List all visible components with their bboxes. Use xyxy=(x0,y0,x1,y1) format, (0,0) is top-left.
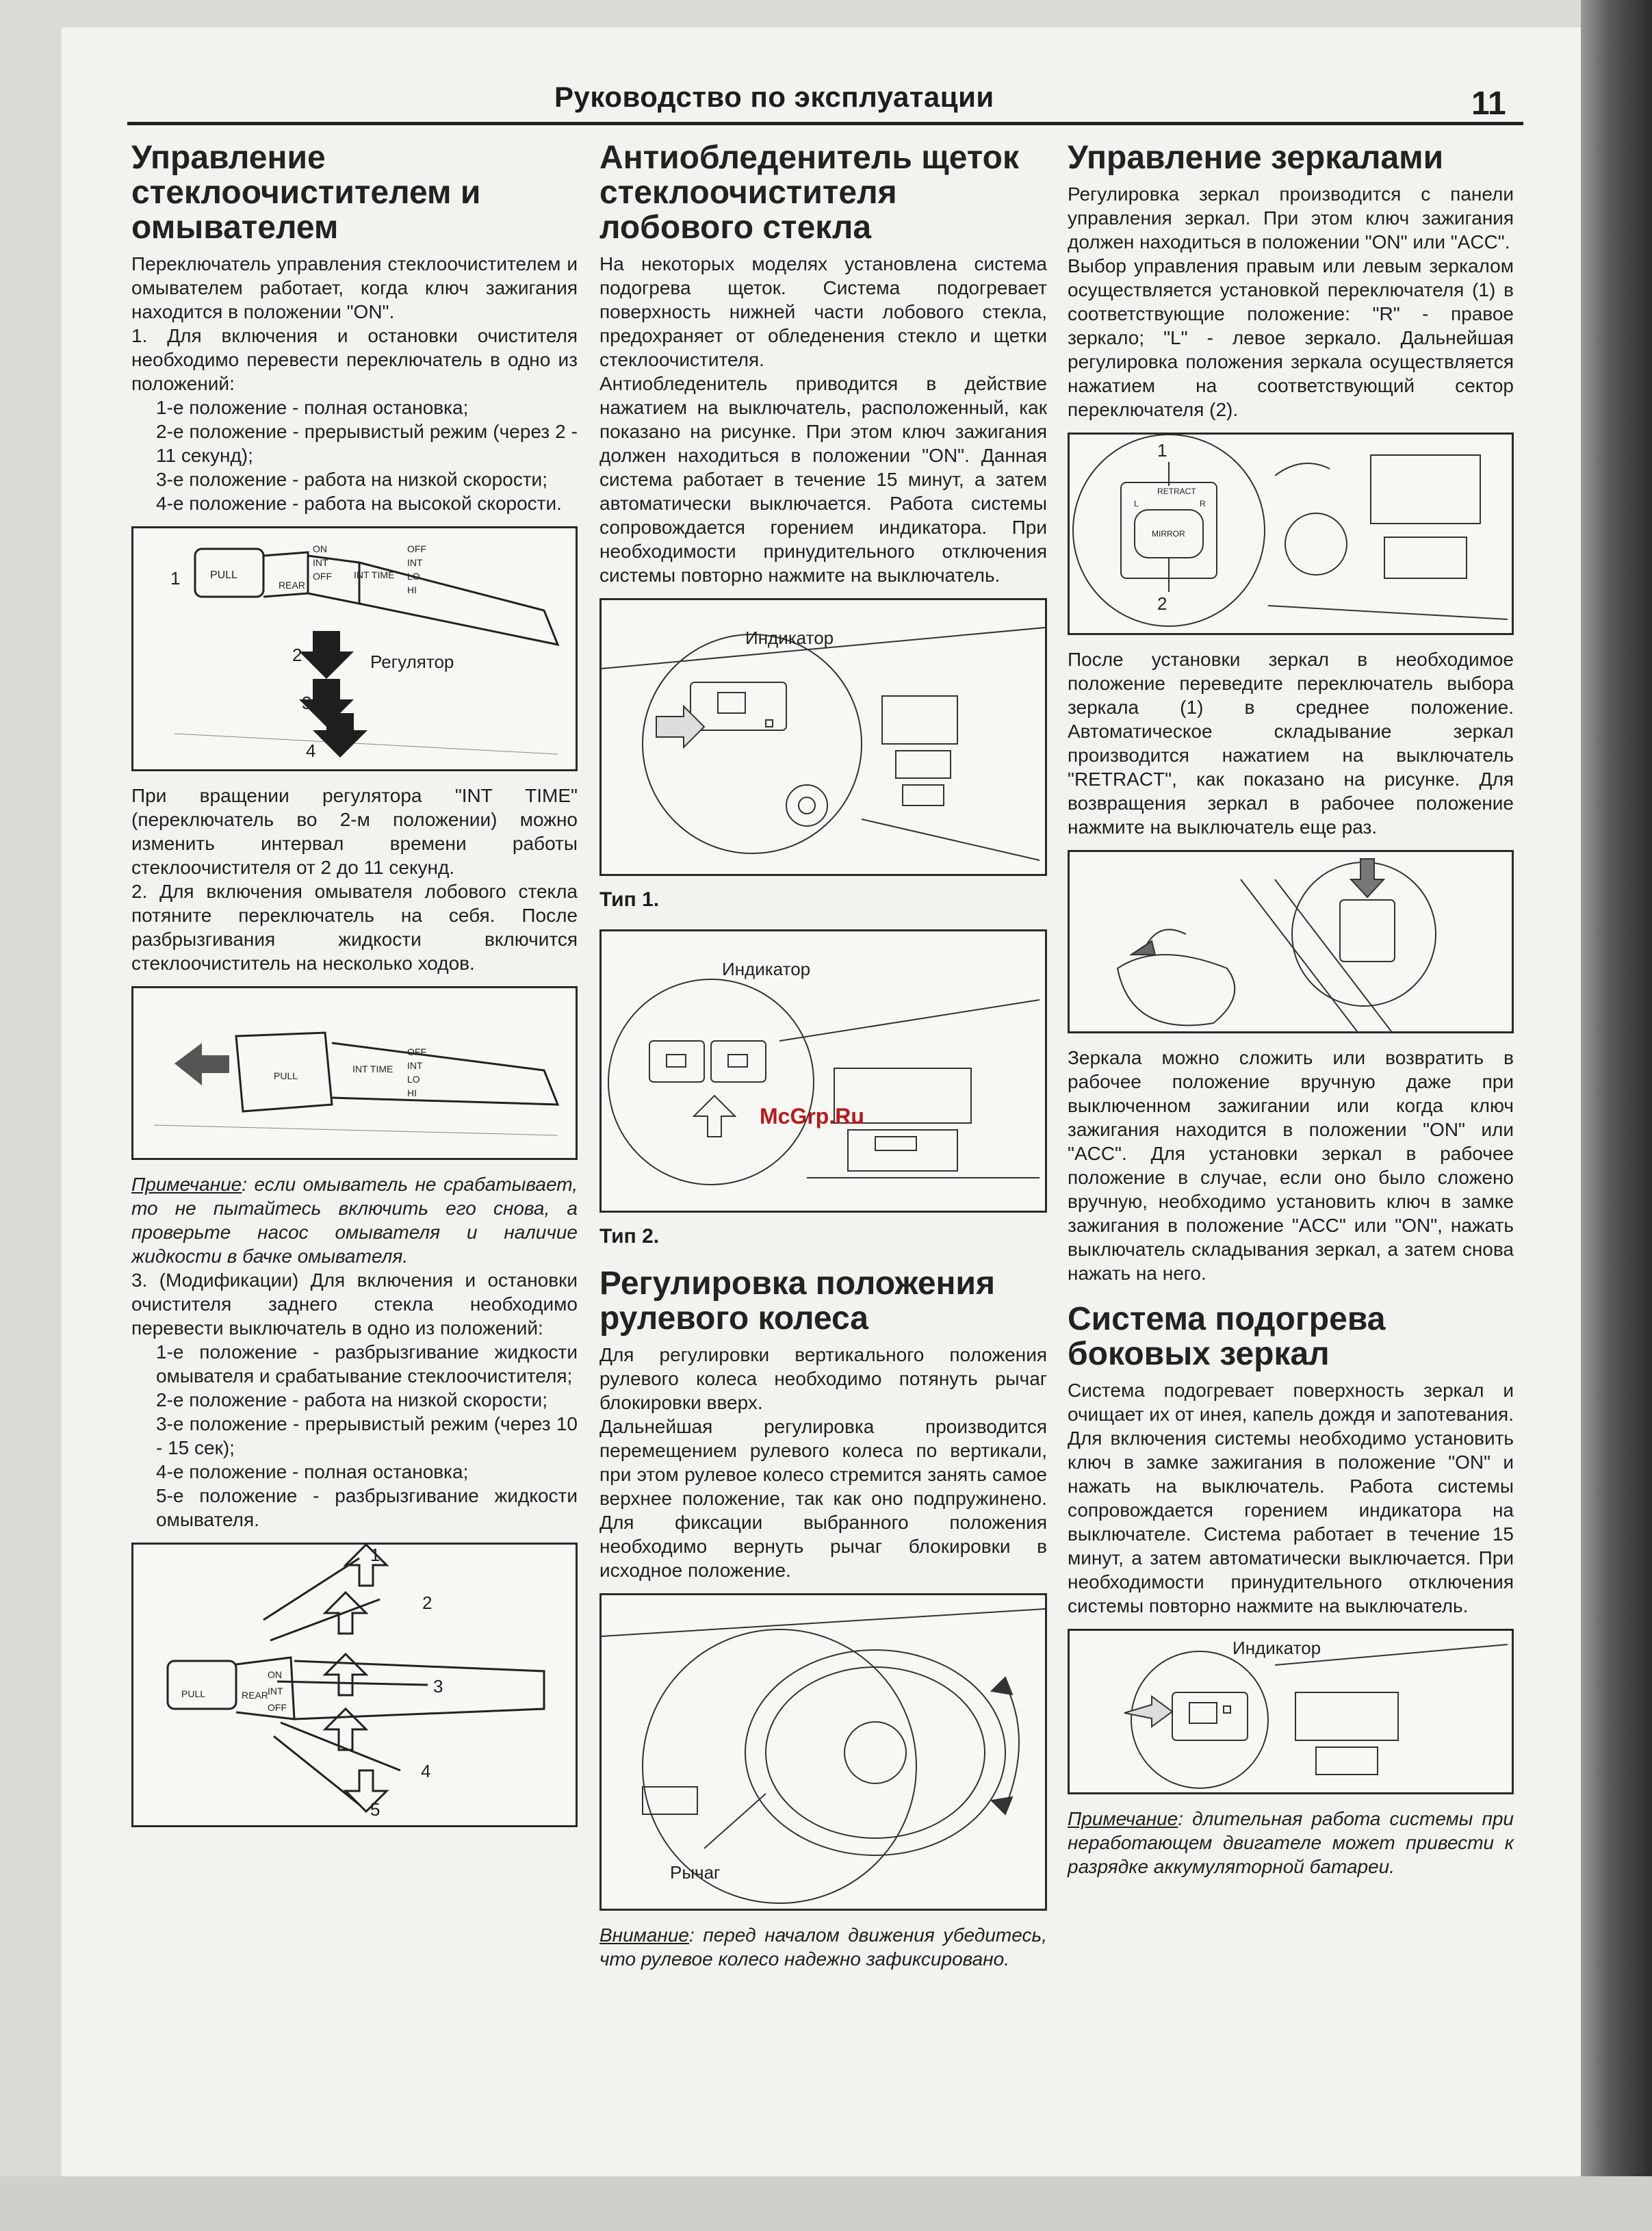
figure-deicer-type1 xyxy=(599,598,1047,876)
switch-label: R xyxy=(1200,499,1206,508)
switch-label: OFF xyxy=(268,1702,287,1713)
switch-label: INT TIME xyxy=(354,569,395,580)
column-1 xyxy=(131,140,578,1840)
note xyxy=(1068,1807,1514,1879)
note-label: Примечание xyxy=(1068,1808,1178,1829)
switch-label: PULL xyxy=(181,1688,206,1699)
paragraph: 3. (Модификации) Для включения и остановки очистителя заднего стекла необходимо перевести выключатель в одно из положений: xyxy=(131,1269,578,1339)
section-title-steering: Регулировка положения рулевого колеса xyxy=(599,1265,996,1337)
paragraph: На некоторых моделях установлена система подогрева щеток. Система подогревает поверхность нижней части лобового стекла, предохраняет от обледенения стекло и щетки стеклоочистителя. xyxy=(599,253,1047,370)
switch-label: LO xyxy=(407,1074,420,1085)
note-text: : если омыватель не срабатывает, то не пытайтесь включить его снова, а проверьте насос омывателя и наличие жидкости в бачке омывателя. xyxy=(131,1174,578,1267)
list-item: 1-е положение - полная остановка; xyxy=(156,397,469,418)
indicator-label: Индикатор xyxy=(1232,1638,1321,1658)
paragraph: Дальнейшая регулировка производится перемещением рулевого колеса по вертикали, при этом рулевое колесо стремится занять самое верхнее положение, так как оно подпружинено. Для фиксации выбранного положения необходимо вернуть рычаг блокировки в исходное положение. xyxy=(599,1416,1047,1581)
indicator-label: Индикатор xyxy=(722,959,811,979)
position-number: 1 xyxy=(170,568,181,589)
switch-label: PULL xyxy=(210,569,238,581)
switch-label: OFF xyxy=(313,571,332,582)
position-number: 1 xyxy=(1157,440,1167,461)
figure-steering-wheel xyxy=(599,1593,1047,1911)
switch-label: HI xyxy=(407,584,417,595)
figure-caption: Тип 1. xyxy=(599,888,660,911)
switch-label: INT xyxy=(407,557,423,568)
paragraph: Переключатель управления стеклоочистителем и омывателем работает, когда ключ зажигания находится в положении "ON". xyxy=(131,253,578,322)
figure-mirror-retract xyxy=(1068,850,1514,1033)
paragraph: После установки зеркал в необходимое положение переведите переключатель выбора зеркала (1) в среднее положение. Автоматическое складывание зеркал производится нажатием на выключатель "RETRACT", как показано на рисунке. Для возвращения зеркал в рабочее положение нажмите на выключатель еще раз. xyxy=(1068,649,1514,838)
figure-rear-wiper xyxy=(131,1543,578,1827)
position-number: 2 xyxy=(292,645,302,665)
switch-label: OFF xyxy=(407,543,426,554)
switch-label: HI xyxy=(407,1087,417,1098)
indicator-label: Индикатор xyxy=(745,628,834,648)
switch-label: MIRROR xyxy=(1152,529,1185,539)
warning-note xyxy=(599,1923,1047,1971)
list-item: 5-е положение - разбрызгивание жидкости омывателя. xyxy=(156,1485,578,1530)
switch-label: REAR xyxy=(242,1690,268,1701)
rear-wiper-drawing xyxy=(133,1545,576,1825)
switch-label: REAR xyxy=(279,580,305,591)
figure-washer-pull xyxy=(131,986,578,1160)
header-rule xyxy=(127,122,1523,125)
list-item: 4-е положение - работа на высокой скорости. xyxy=(156,493,562,514)
switch-label: PULL xyxy=(274,1070,298,1081)
paragraph: 1. Для включения и остановки очистителя необходимо перевести переключатель в одно из положений: xyxy=(131,325,578,394)
scan-bottom-margin xyxy=(0,2176,1652,2231)
paragraph: Зеркала можно сложить или возвратить в рабочее положение вручную даже при выключенном зажигании или когда ключ зажигания находится в положении "ON" или "ACC". Для установки зеркал в рабочее положение в случае, если оно было сложено вручную, необходимо установить ключ в замке зажигания в положение "ACC" или "ON", нажать выключатель складывания зеркал, а затем снова нажать на него. xyxy=(1068,1047,1514,1284)
note xyxy=(131,1172,578,1268)
switch-label: LO xyxy=(407,571,420,582)
position-number: 1 xyxy=(370,1545,380,1565)
running-header: Руководство по эксплуатации xyxy=(554,81,994,113)
paragraph: Регулировка зеркал производится с панели управления зеркал. При этом ключ зажигания должен находиться в положении "ON" или "ACC". xyxy=(1068,183,1514,253)
switch-label: INT xyxy=(407,1060,423,1071)
switch-label: INT xyxy=(268,1686,283,1697)
switch-label: ON xyxy=(313,543,327,554)
switch-label: OFF xyxy=(407,1046,426,1057)
switch-label: INT xyxy=(313,557,328,568)
paragraph: Для регулировки вертикального положения рулевого колеса необходимо потянуть рычаг блокировки вверх. xyxy=(599,1344,1047,1413)
position-number: 2 xyxy=(422,1592,433,1613)
list-item: 2-е положение - прерывистый режим (через 2 - 11 секунд); xyxy=(156,421,578,466)
list-item: 3-е положение - работа на низкой скорости; xyxy=(156,469,547,490)
paragraph: Система подогревает поверхность зеркал и очищает их от инея, капель дождя и запотевания. Для включения системы необходимо установить ключ в замке зажигания в положение "ON" и нажать на выключатель. Работа системы сопровождается горением индикатора на выключателе. Система работает в течение 15 минут, а затем автоматически выключается. При необходимости принудительного отключения системы повторно нажмите на выключатель. xyxy=(1068,1380,1514,1616)
position-number: 3 xyxy=(302,693,312,713)
scan-edge-shadow xyxy=(1581,0,1652,2231)
note-text: : длительная работа системы при неработающем двигателе может привести к разрядке аккумуляторной батареи. xyxy=(1068,1808,1514,1877)
paragraph: Выбор управления правым или левым зеркалом осуществляется установкой переключателя (1) в соответствующие положение: "R" - правое зеркало; "L" - левое зеркало. Дальнейшая регулировка положения зеркала осуществляется нажатием на соответствующий сектор переключателя (2). xyxy=(1068,255,1514,420)
mirror-control-drawing xyxy=(1070,435,1512,633)
section-title-deicer: Антиобледенитель щеток стеклоочистителя лобового стекла xyxy=(599,140,1019,246)
figure-wiper-switch xyxy=(131,526,578,771)
section-title-mirrors: Управление зеркалами xyxy=(1068,140,1444,176)
position-number: 3 xyxy=(433,1676,443,1697)
list-item: 1-е положение - разбрызгивание жидкости омывателя и срабатывание стеклоочистителя; xyxy=(156,1341,578,1387)
regulator-label: Регулятор xyxy=(370,652,454,672)
paragraph: Антиобледенитель приводится в действие нажатием на выключатель, расположенный, как показано на рисунке. При этом ключ зажигания должен находиться в положении "ON". Данная система работает в течение 15 минут, а затем автоматически выключается. Работа системы сопровождается горением индикатора. При необходимости принудительного отключения системы повторно нажмите на выключатель. xyxy=(599,373,1047,586)
figure-deicer-type2 xyxy=(599,929,1047,1213)
switch-label: L xyxy=(1134,499,1139,508)
warning-text: : перед началом движения убедитесь, что рулевое колесо надежно зафиксировано. xyxy=(599,1924,1047,1970)
position-number: 2 xyxy=(1157,593,1167,614)
figure-mirror-heater xyxy=(1068,1629,1514,1794)
figure-caption: Тип 2. xyxy=(599,1225,660,1248)
warning-label: Внимание xyxy=(599,1924,689,1946)
list-item: 4-е положение - полная остановка; xyxy=(156,1461,469,1482)
wiper-switch-drawing xyxy=(133,528,576,769)
lever-label: Рычаг xyxy=(670,1862,721,1883)
list-item: 2-е положение - работа на низкой скорости; xyxy=(156,1389,547,1410)
switch-label: ON xyxy=(268,1669,282,1680)
position-number: 4 xyxy=(421,1761,431,1781)
column-3 xyxy=(1068,140,1514,1879)
column-2 xyxy=(599,140,1047,1971)
position-number: 4 xyxy=(306,740,316,761)
list-item: 3-е положение - прерывистый режим (через 10 - 15 сек); xyxy=(156,1413,578,1458)
position-number: 5 xyxy=(370,1799,380,1820)
mirror-retract-drawing xyxy=(1070,852,1512,1031)
note-label: Примечание xyxy=(131,1174,242,1195)
watermark: McGrp.Ru xyxy=(760,1104,864,1129)
switch-label: INT TIME xyxy=(352,1063,393,1074)
switch-label: RETRACT xyxy=(1157,487,1196,496)
section-title-mirror-heating: Система подогрева боковых зеркал xyxy=(1068,1301,1386,1372)
deicer-type2-drawing xyxy=(602,931,1045,1211)
steering-wheel-drawing xyxy=(602,1595,1045,1909)
page-number: 11 xyxy=(1471,86,1506,122)
paragraph: При вращении регулятора "INT TIME" (переключатель во 2-м положении) можно изменить интервал времени работы стеклоочистителя от 2 до 11 секунд. xyxy=(131,785,578,878)
section-title-wipers: Управление стеклоочистителем и омывателем xyxy=(131,140,481,246)
figure-mirror-control xyxy=(1068,433,1514,635)
paragraph: 2. Для включения омывателя лобового стекла потяните переключатель на себя. После разбрызгивания жидкости включится стеклоочиститель на несколько ходов. xyxy=(131,881,578,974)
